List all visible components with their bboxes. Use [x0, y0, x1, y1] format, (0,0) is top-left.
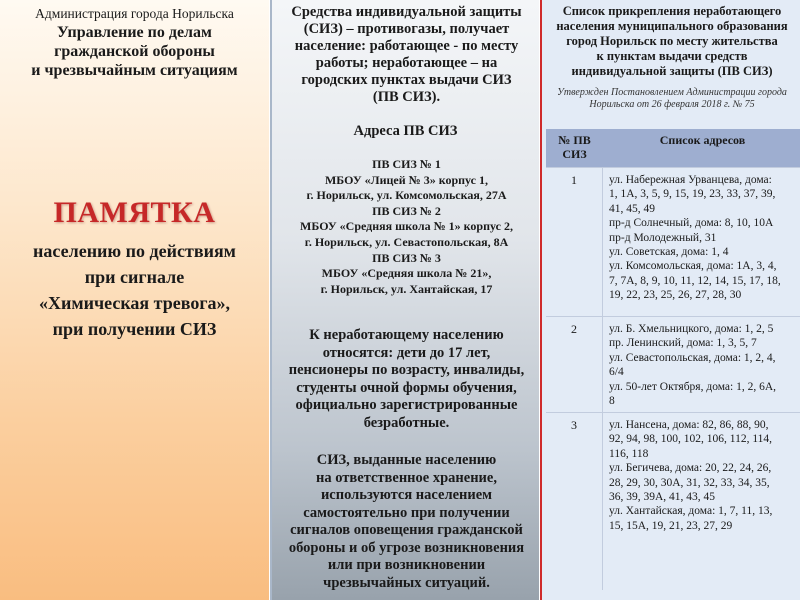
address-line: ул. Б. Хмельницкого, дома: 1, 2, 5: [609, 323, 774, 335]
column-header-line: СИЗ: [562, 147, 587, 161]
usage-paragraph: [278, 452, 535, 592]
table-row: [546, 412, 800, 590]
address-line: ул. Бегичева, дома: 20, 22, 24, 26,: [609, 462, 772, 475]
address-line: ул. 50-лет Октября, дома: 1, 2, 6А,: [609, 380, 777, 393]
address-line: 116, 118: [609, 447, 649, 460]
address-list: [603, 317, 800, 412]
intro-line: городских пунктах выдачи СИЗ: [301, 72, 512, 88]
address-line: ул. Набережная Урванцева, дома:: [609, 174, 772, 186]
column-header-addresses: Список адресов: [659, 133, 746, 147]
distribution-points: [276, 157, 537, 297]
unemployed-line: К неработающему населению: [309, 327, 504, 343]
intro-paragraph: [278, 4, 535, 106]
unemployed-line: пенсионеры по возрасту, инвалиды,: [288, 362, 525, 378]
address-table: [546, 129, 800, 590]
memo-title: ПАМЯТКА: [53, 196, 216, 229]
point-line: г. Норильск, ул. Севастопольская, 8А: [304, 234, 509, 249]
usage-line: чрезвычайных ситуаций.: [323, 574, 490, 591]
subtitle-line: населению по действиям: [33, 241, 236, 261]
assignment-header: [546, 4, 798, 79]
point-line: г. Норильск, ул. Хантайская, 17: [320, 281, 493, 296]
point-line: г. Норильск, ул. Комсомольская, 27А: [306, 188, 507, 203]
unemployed-line: студенты очной формы обучения,: [296, 379, 517, 396]
subtitle-line: при получении СИЗ: [52, 319, 217, 339]
usage-line: самостоятельно при получении: [303, 504, 510, 521]
point-line: ПВ СИЗ № 1: [372, 157, 441, 171]
unemployed-line: официально зарегистрированные: [295, 397, 518, 413]
subtitle-line: «Химическая тревога»,: [38, 293, 231, 313]
address-line: ул. Нансена, дома: 82, 86, 88, 90,: [609, 419, 769, 431]
addresses-heading: Адреса ПВ СИЗ: [353, 123, 458, 139]
approval-note: [546, 87, 798, 111]
usage-line: или при возникновении: [327, 557, 486, 573]
address-list: [603, 413, 800, 590]
address-line: ул. Севастопольская, дома: 1, 2, 4,: [609, 351, 776, 364]
intro-line: население: работающее - по месту: [294, 38, 519, 54]
point-line: ПВ СИЗ № 2: [372, 203, 441, 218]
address-line: 19, 22, 23, 25, 26, 27, 28, 30: [609, 289, 742, 302]
point-line: ПВ СИЗ № 3: [372, 250, 441, 265]
address-line: 7, 7А, 8, 9, 10, 11, 12, 14, 15, 17, 18,: [609, 274, 781, 287]
point-line: МБОУ «Лицей № 3» корпус 1,: [324, 172, 488, 187]
approval-line: Утвержден Постановлением Администрации города: [557, 87, 787, 98]
usage-line: СИЗ, выданные населению: [316, 452, 497, 468]
unemployed-line: относятся: дети до 17 лет,: [322, 344, 491, 361]
city-administration: Администрация города Норильска: [35, 6, 234, 21]
address-line: 92, 94, 98, 100, 102, 106, 112, 114,: [609, 433, 773, 446]
address-line: 6/4: [609, 366, 624, 379]
column-header-line: № ПВ: [558, 133, 591, 147]
usage-line: обороны и об угрозе возникновения: [288, 539, 525, 556]
subtitle-line: при сигнале: [84, 267, 185, 287]
title-column: [0, 0, 269, 600]
address-line: 8: [609, 395, 615, 408]
header-line: город Норильск по месту жительства: [566, 34, 778, 48]
memo-subtitle: [0, 238, 269, 342]
intro-line: (ПВ СИЗ).: [372, 89, 441, 105]
department-name: [0, 23, 269, 80]
unemployed-definition: [278, 327, 535, 432]
address-line: ул. Комсомольская, дома: 1А, 3, 4,: [609, 260, 777, 273]
header-line: населения муниципального образования: [556, 19, 788, 33]
header-line: Список прикрепления неработающего: [562, 4, 782, 18]
intro-line: работы; неработающее – на: [315, 55, 498, 71]
address-list: [603, 168, 800, 316]
address-line: пр-д Молодежный, 31: [609, 231, 717, 244]
address-line: 15, 15А, 19, 21, 23, 27, 29: [609, 519, 733, 532]
address-line: ул. Советская, дома: 1, 4: [609, 246, 729, 259]
department-line: и чрезвычайным ситуациям: [31, 62, 238, 79]
assignment-column: [540, 0, 800, 600]
table-row: [546, 167, 800, 316]
unemployed-line: безработные.: [363, 414, 450, 431]
table-row: [546, 316, 800, 412]
header-line: к пунктам выдачи средств: [596, 49, 748, 63]
table-header: [546, 129, 800, 167]
usage-line: сигналов оповещения гражданской: [290, 522, 523, 538]
address-line: 1, 1А, 3, 5, 9, 15, 19, 23, 33, 37, 39,: [609, 188, 776, 201]
intro-line: Средства индивидуальной защиты: [291, 4, 522, 20]
address-line: 36, 39, 39А, 41, 43, 45: [609, 491, 716, 504]
usage-line: используются населением: [320, 487, 493, 503]
point-line: МБОУ «Средняя школа № 1» корпус 2,: [300, 219, 513, 234]
point-number: 1: [546, 168, 603, 316]
address-line: пр-д Солнечный, дома: 8, 10, 10А: [609, 217, 774, 230]
column-header-number: [546, 129, 603, 167]
address-line: 28, 29, 30, 30А, 31, 32, 33, 34, 35,: [609, 476, 770, 489]
point-number: 2: [546, 317, 603, 412]
point-number: 3: [546, 413, 603, 590]
point-line: МБОУ «Средняя школа № 21»,: [321, 266, 492, 281]
address-line: пр. Ленинский, дома: 1, 3, 5, 7: [609, 337, 757, 350]
approval-line: Норильска от 26 февраля 2018 г. № 75: [589, 99, 755, 110]
info-column: [270, 0, 539, 600]
usage-line: на ответственное хранение,: [316, 469, 497, 486]
intro-line: (СИЗ) – противогазы, получает: [303, 21, 510, 37]
department-line: гражданской обороны: [54, 43, 215, 60]
address-line: 41, 45, 49: [609, 202, 655, 215]
header-line: индивидуальной защиты (ПВ СИЗ): [571, 64, 773, 78]
department-line: Управление по делам: [57, 24, 212, 41]
address-line: ул. Хантайская, дома: 1, 7, 11, 13,: [609, 505, 773, 518]
